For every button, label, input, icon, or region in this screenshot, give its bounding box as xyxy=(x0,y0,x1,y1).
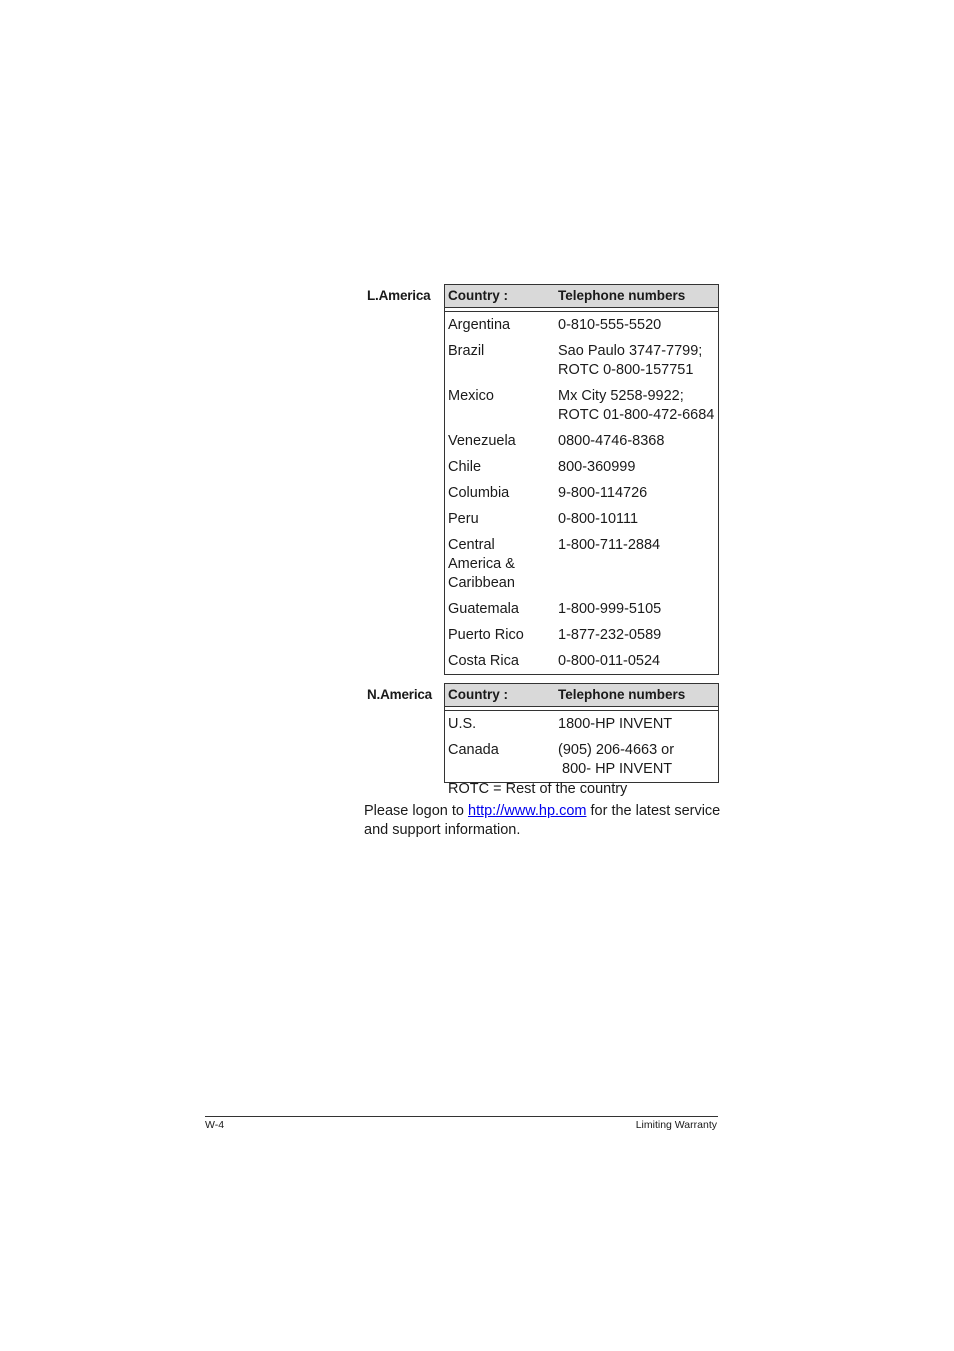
country-cell xyxy=(445,600,558,619)
north-america-phone-table xyxy=(444,683,719,783)
logon-note xyxy=(364,802,724,840)
table-row xyxy=(445,648,718,674)
country-cell xyxy=(445,316,558,335)
country-cell xyxy=(445,458,558,477)
telephone-cell xyxy=(558,652,718,671)
telephone-number: 1800-HP INVENT xyxy=(558,716,673,732)
table-row xyxy=(445,480,718,506)
country-name: Argentina xyxy=(448,317,511,333)
country-name: Columbia xyxy=(448,485,510,501)
table-header xyxy=(445,285,718,308)
telephone-cell xyxy=(558,316,718,335)
country-cell xyxy=(445,342,558,380)
telephone-number: Mx City 5258-9922; xyxy=(558,388,684,404)
country-name: Mexico xyxy=(448,388,494,404)
telephone-column-header: Telephone numbers xyxy=(558,687,686,702)
telephone-number: 0800-4746-8368 xyxy=(558,433,665,449)
country-name: U.S. xyxy=(448,716,477,732)
country-name: Brazil xyxy=(448,343,485,359)
country-name: Caribbean xyxy=(448,575,515,591)
table-row xyxy=(445,383,718,428)
table-row xyxy=(445,711,718,737)
country-cell xyxy=(445,626,558,645)
country-name: Guatemala xyxy=(448,601,519,617)
latin-america-phone-table xyxy=(444,284,719,675)
telephone-cell xyxy=(558,432,718,451)
country-name: Chile xyxy=(448,459,482,475)
region-label-north-america: N.America xyxy=(367,687,432,702)
country-column-header: Country : xyxy=(448,687,508,702)
table-body xyxy=(445,312,718,674)
logon-prefix: Please logon to xyxy=(364,803,468,819)
telephone-number: ROTC 01-800-472-6684 xyxy=(558,407,715,423)
country-name: America & xyxy=(448,556,515,572)
telephone-number: 1-877-232-0589 xyxy=(558,627,662,643)
telephone-number: 800-360999 xyxy=(558,459,636,475)
table-body xyxy=(445,711,718,782)
country-cell xyxy=(445,432,558,451)
telephone-number: 1-800-999-5105 xyxy=(558,601,662,617)
logon-suffix-line-2: and support information. xyxy=(364,822,521,838)
telephone-cell xyxy=(558,741,718,779)
table-row xyxy=(445,596,718,622)
telephone-cell xyxy=(558,458,718,477)
telephone-number: 0-810-555-5520 xyxy=(558,317,662,333)
country-cell xyxy=(445,715,558,734)
telephone-number: 0-800-011-0524 xyxy=(558,653,661,669)
country-name: Puerto Rico xyxy=(448,627,524,643)
telephone-number: 1-800-711-2884 xyxy=(558,537,661,553)
table-header xyxy=(445,684,718,707)
telephone-number: ROTC 0-800-157751 xyxy=(558,362,694,378)
table-row xyxy=(445,338,718,383)
rotc-note: ROTC = Rest of the country xyxy=(448,781,628,797)
footer-divider xyxy=(205,1116,718,1117)
country-name: Central xyxy=(448,537,495,553)
country-name: Peru xyxy=(448,511,479,527)
table-row xyxy=(445,454,718,480)
country-cell xyxy=(445,536,558,593)
telephone-number: 800- HP INVENT xyxy=(558,761,673,777)
telephone-cell xyxy=(558,510,718,529)
telephone-cell xyxy=(558,484,718,503)
country-cell xyxy=(445,510,558,529)
hp-website-link[interactable]: http://www.hp.com xyxy=(468,803,587,819)
telephone-column-header: Telephone numbers xyxy=(558,288,686,303)
table-row xyxy=(445,312,718,338)
country-name: Canada xyxy=(448,742,499,758)
country-cell xyxy=(445,484,558,503)
table-row xyxy=(445,506,718,532)
country-cell xyxy=(445,652,558,671)
table-row xyxy=(445,737,718,782)
telephone-number: 0-800-10111 xyxy=(558,511,639,527)
country-column-header: Country : xyxy=(448,288,508,303)
region-label-latin-america: L.America xyxy=(367,288,431,303)
telephone-number: Sao Paulo 3747-7799; xyxy=(558,343,703,359)
telephone-number: 9-800-114726 xyxy=(558,485,648,501)
telephone-cell xyxy=(558,387,718,425)
telephone-number: (905) 206-4663 or xyxy=(558,742,675,758)
country-cell xyxy=(445,387,558,425)
page-number: W-4 xyxy=(205,1119,225,1131)
telephone-cell xyxy=(558,600,718,619)
logon-suffix: for the latest service xyxy=(586,803,721,819)
table-row xyxy=(445,428,718,454)
country-name: Venezuela xyxy=(448,433,516,449)
telephone-cell xyxy=(558,715,718,734)
telephone-cell xyxy=(558,626,718,645)
table-row xyxy=(445,622,718,648)
section-title: Limiting Warranty xyxy=(635,1119,717,1131)
telephone-cell xyxy=(558,536,718,593)
country-name: Costa Rica xyxy=(448,653,519,669)
country-cell xyxy=(445,741,558,779)
table-row xyxy=(445,532,718,596)
telephone-cell xyxy=(558,342,718,380)
